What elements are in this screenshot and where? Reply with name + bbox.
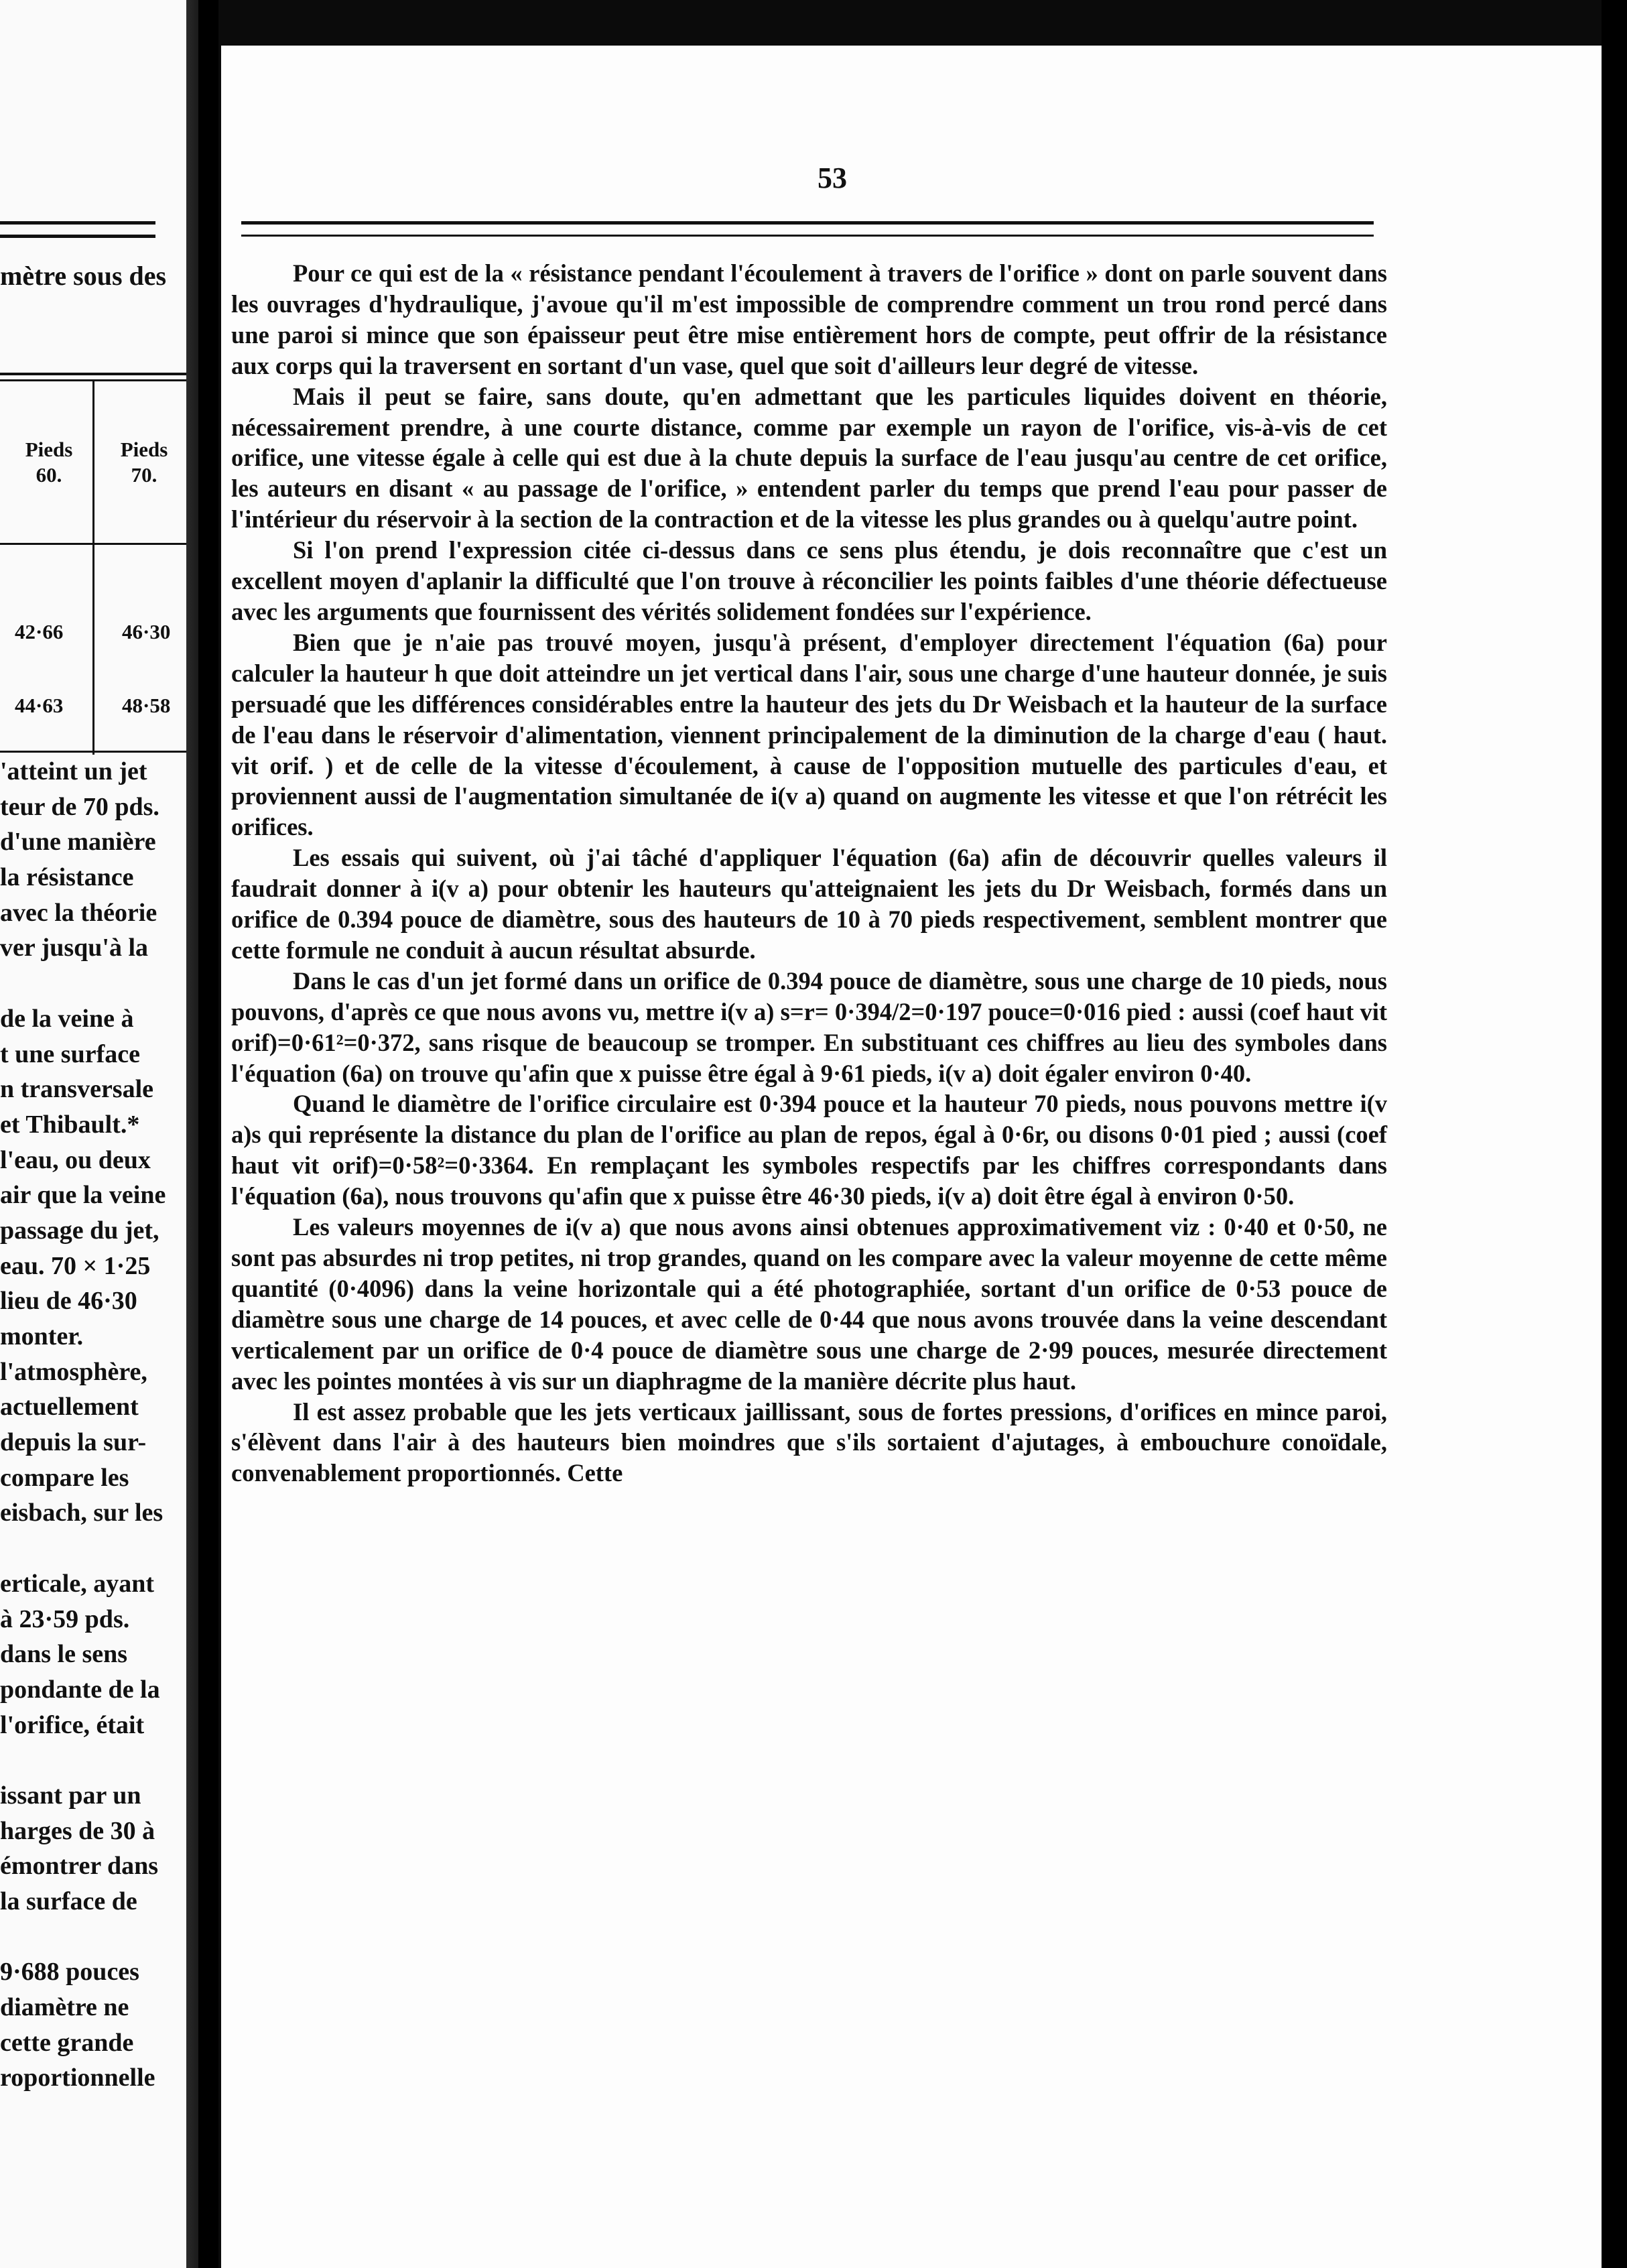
left-table-divider xyxy=(92,379,94,755)
scan-right-edge xyxy=(1602,0,1627,2268)
page-number: 53 xyxy=(818,162,847,194)
left-header-rule xyxy=(0,235,155,238)
body-text xyxy=(231,258,1387,1489)
paragraph: Si l'on prend l'expression citée ci-dessus dans ce sens plus étendu, je dois reconnaître que c'est un excellent moyen d'aplanir la difficulté que l'on trouve à réconcilier les points faibles d'une théorie défectueuse avec les arguments que fournissent des vérités solidement fondées sur l'expérience. xyxy=(231,536,1387,625)
paragraph: Les valeurs moyennes de i(v a) que nous avons ainsi obtenues approximativement viz : 0·40 et 0·50, ne sont pas absurdes ni trop petites, ni trop grandes, quand on les compare avec la valeur moyenne de cette même quantité (0·4096) dans la veine horizontale qui a été photographiée, sortant d'un orifice de 0·53 pouce de diamètre sous une charge de 14 pouces, et avec celle de 0·44 que nous avons trouvée dans la veine descendant verticalement par un orifice de 0·4 pouce de diamètre sous une charge de 2·99 pouces, mesurée directement avec les pointes montées à vis sur un diaphragme de la manière décrite plus haut. xyxy=(231,1213,1387,1395)
header-rule xyxy=(241,235,1374,237)
table-cell: 48·58 xyxy=(122,694,171,717)
paragraph: Pour ce qui est de la « résistance pendant l'écoulement à travers de l'orifice » dont on parle souvent dans les ouvrages d'hydraulique, j'avoue qu'il m'est impossible de comprendre comment un trou rond percé dans une paroi si mince que son épaisseur peut être mise entièrement hors de compte, peut offrir de la résistance aux corps qui la traversent en sortant d'un vase, quel que soit d'ailleurs leur degré de vitesse. xyxy=(231,259,1387,379)
table-cell: 42·66 xyxy=(15,620,64,643)
left-header-rule xyxy=(0,221,155,225)
paragraph: Quand le diamètre de l'orifice circulaire est 0·394 pouce et la hauteur 70 pieds, nous pouvons mettre i(v a)s qui représente la distance du plan de l'orifice au plan de repos, égal à 0·6r, ou disons 0·01 pied ; aussi (coef haut vit orif)=0·58²=0·3364. En remplaçant les symboles respectifs par les chiffres correspondants dans l'équation (6a), nous trouvons qu'afin que x puisse être 46·30 pieds, i(v a) doit être égal à environ 0·50. xyxy=(231,1090,1387,1210)
table-cell: 46·30 xyxy=(122,620,171,643)
book-gutter xyxy=(198,0,218,2268)
paragraph: Bien que je n'aie pas trouvé moyen, jusqu'à présent, d'employer directement l'équation (6a) pour calculer la hauteur h que doit atteindre un jet vertical dans l'air, sous une charge d'une hauteur donnée, je suis persuadé que les différences considérables entre la hauteur des jets du Dr Weisbach et la hauteur de la surface de l'eau dans le réservoir d'alimentation, viennent principalement de la diminution de la charge d'eau ( haut. vit orif. ) et de celle de la vitesse d'écoulement, à cause de l'opposition mutuelle des particules d'eau, et proviennent aussi de l'augmentation simultanée de i(v a) quand on augmente les vitesse et que l'on rétrécit les orifices. xyxy=(231,628,1387,841)
paragraph: Dans le cas d'un jet formé dans un orifice de 0.394 pouce de diamètre, sous une charge de 10 pieds, nous pouvons, d'après ce que nous avons vu, mettre i(v a) s=r= 0·394/2=0·197 pouce=0·016 pied : aussi (coef haut vit orif)=0·61²=0·372, sans risque de beaucoup se tromper. En substituant ces chiffres au lieu des symboles dans l'équation (6a) on trouve qu'afin que x puisse être égal à 9·61 pieds, i(v a) doit égaler environ 0·40. xyxy=(231,966,1387,1087)
paragraph: Il est assez probable que les jets verticaux jaillissant, sous de fortes pressions, d'orifices en mince paroi, s'élèvent dans l'air à des hauteurs bien moindres que s'ils sortaient d'ajutages, à embouchure conoïdale, convenablement proportionnés. Cette xyxy=(231,1397,1387,1487)
header-rule xyxy=(241,221,1374,225)
paragraph: Les essais qui suivent, où j'ai tâché d'appliquer l'équation (6a) afin de découvrir quelles valeurs il faudrait donner à i(v a) pour obtenir les hauteurs qu'atteignaient les jets du Dr Weisbach, formés dans un orifice de 0.394 pouce de diamètre, sous des hauteurs de 10 à 70 pieds respectivement, semblent montrer que cette formule ne conduit à aucun résultat absurde. xyxy=(231,844,1387,964)
table-cell: 44·63 xyxy=(15,694,64,717)
table-header: Pieds 70. xyxy=(120,438,168,487)
table-header: Pieds 60. xyxy=(25,438,73,487)
paragraph: Mais il peut se faire, sans doute, qu'en admettant que les particules liquides doivent en théorie, nécessairement prendre, à une courte distance, comme par exemple un rayon de l'orifice, vis-à-vis de cet orifice, une vitesse égale à celle qui est due à la chute depuis la surface de l'eau jusqu'au centre de cet orifice, les auteurs en disant « au passage de l'orifice, » entendent parler du temps que prend l'eau pour passer de l'intérieur du réservoir à la section de la contraction et de la vitesse les plus grandes ou à quelqu'autre point. xyxy=(231,382,1387,533)
left-page-fragment xyxy=(0,0,186,2268)
left-table-header-rule xyxy=(0,543,186,545)
left-table-top-rule xyxy=(0,373,186,375)
left-heading-fragment: mètre sous des xyxy=(0,261,167,291)
left-table-bottom-rule xyxy=(0,751,186,753)
left-text-column: 'atteint un jet teur de 70 pds. d'une manière la résistance avec la théorie ver jusqu'à la de la veine à t une surface n transversale et Thibault.* l'eau, ou deux air que la veine passage du jet, eau. 70 × 1·25 lieu de 46·30 monter. l'atmosphère, actuellement depuis la sur- compare les eisbach, sur les erticale, ayant à 23·59 pds. dans le sens pondante de la l'orifice, était issant par un harges de 30 à émontrer dans la surface de 9·688 pouces diamètre ne cette grande roportionnelle xyxy=(0,757,166,2092)
